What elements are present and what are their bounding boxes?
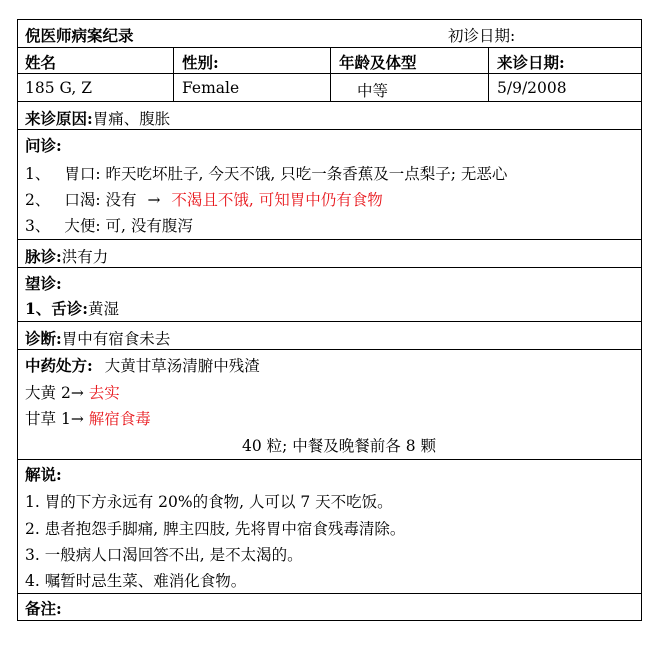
tongue-line: [25, 297, 119, 319]
explanation-item: 4. 嘱暂时忌生菜、难消化食物。: [25, 572, 247, 590]
info-header-row: [18, 48, 641, 74]
herb-line: [25, 381, 120, 403]
patient-build: 中等: [357, 82, 389, 100]
patient-gender-cell: [173, 74, 330, 101]
inquiry-item-text: 口渴: 没有: [64, 191, 137, 209]
patient-gender: Female: [182, 79, 240, 97]
form-title: 倪医师病案纪录: [25, 26, 134, 45]
header-gender-cell: [173, 48, 330, 73]
tongue-label: 1、舌诊:: [25, 299, 89, 318]
header-name: 姓名: [25, 53, 57, 72]
explanation-label: 解说:: [25, 465, 62, 484]
inquiry-label: 问诊:: [25, 136, 62, 155]
diagnosis-label: 诊断:: [25, 329, 62, 348]
header-name-cell: [18, 48, 173, 73]
patient-name-cell: [18, 74, 173, 101]
first-visit-date-label: 初诊日期:: [448, 27, 516, 45]
patient-name: 185 G, Z: [25, 79, 92, 97]
inquiry-item-number: 3、: [25, 217, 51, 235]
prescription-label: 中药处方:: [25, 356, 93, 375]
header-visit-date-cell: [488, 48, 641, 73]
herb-name: 甘草: [25, 410, 57, 428]
diagnosis-row: [18, 322, 641, 350]
prescription-section: [18, 350, 641, 460]
header-age-cell: [330, 48, 488, 73]
diagnosis-value: 胃中有宿食未去: [61, 330, 171, 348]
patient-visit-date-cell: [488, 74, 641, 101]
header-age-build: 年龄及体型: [339, 53, 417, 72]
patient-visit-date: 5/9/2008: [497, 79, 567, 97]
herb-note: 去实: [88, 384, 120, 402]
prescription-dosage: 40 粒; 中餐及晚餐前各 8 颗: [242, 437, 437, 455]
herb-dose: 2→: [60, 384, 84, 402]
diagnosis-line: [25, 327, 170, 349]
explanation-item: 3. 一般病人口渴回答不出, 是不太渴的。: [25, 546, 303, 564]
inquiry-section: [18, 130, 641, 240]
inquiry-item-number: 1、: [25, 165, 51, 183]
tongue-value: 黄湿: [88, 300, 120, 318]
inquiry-item: [25, 162, 507, 184]
inquiry-item-text: 胃口: 昨天吃坏肚子, 今天不饿, 只吃一条香蕉及一点梨子; 无恶心: [64, 165, 508, 183]
explanation-item: 1. 胃的下方永远有 20%的食物, 人可以 7 天不吃饭。: [25, 493, 393, 511]
inquiry-item-number: 2、: [25, 191, 51, 209]
reason-row: [18, 102, 641, 130]
observation-section: [18, 268, 641, 322]
reason-label: 来诊原因:: [25, 109, 93, 128]
reason-line: [25, 107, 170, 129]
header-gender: 性别:: [182, 53, 219, 72]
explanation-item: 2. 患者抱怨手脚痛, 脾主四肢, 先将胃中宿食残毒清除。: [25, 520, 406, 538]
info-value-row: [18, 74, 641, 102]
remarks-row: [18, 594, 641, 620]
pulse-line: [25, 245, 108, 267]
pulse-value: 洪有力: [61, 248, 109, 266]
pulse-row: [18, 240, 641, 268]
observation-label: 望诊:: [25, 274, 62, 293]
inquiry-note: 不渴且不饿, 可知胃中仍有食物: [171, 191, 383, 209]
case-record-form: [17, 19, 642, 621]
pulse-label: 脉诊:: [25, 247, 62, 266]
herb-line: [25, 407, 151, 429]
inquiry-item-text: 大便: 可, 没有腹泻: [64, 217, 193, 235]
reason-value: 胃痛、腹胀: [92, 110, 171, 128]
arrow-icon: →: [147, 191, 161, 209]
herb-dose: 1→: [60, 410, 84, 428]
herb-name: 大黄: [25, 384, 57, 402]
header-visit-date: 来诊日期:: [497, 53, 565, 72]
prescription-line: [25, 354, 260, 376]
inquiry-item: [25, 214, 193, 236]
inquiry-item: [25, 188, 383, 210]
patient-build-cell: [330, 74, 488, 101]
prescription-formula: 大黄甘草汤清腑中残渣: [104, 357, 260, 375]
remarks-label: 备注:: [25, 599, 62, 618]
explanation-section: [18, 460, 641, 594]
herb-note: 解宿食毒: [88, 410, 151, 428]
title-row: [18, 20, 641, 48]
